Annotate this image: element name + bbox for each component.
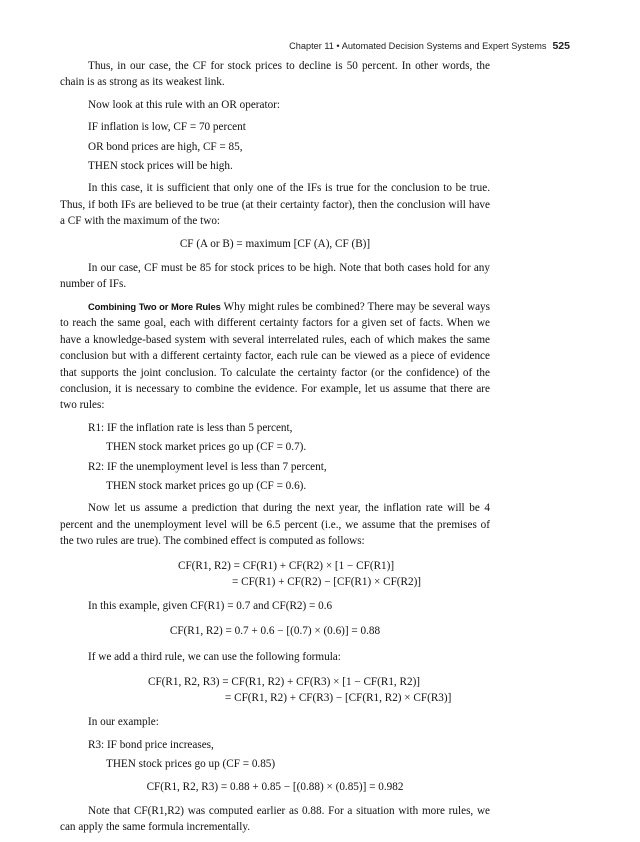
paragraph: In this case, it is sufficient that only one of the IFs is true for the conclusion to be true. Thus, if both IFs are believed to be true (at their certainty factor), then the conclusion will have a CF with the maximum of the two:: [60, 182, 490, 228]
or-rule-line: THEN stock prices will be high.: [88, 160, 233, 173]
equation-combined-two: [60, 558, 490, 591]
equation-line: CF(R1, R2, R3) = CF(R1, R2) + CF(R3) × [1 − CF(R1, R2)]: [148, 675, 421, 688]
section-paragraph: [60, 299, 490, 414]
section-text: Why might rules be combined? There may be several ways to reach the same goal, each with different certainty factors for a given set of facts. When we have a knowledge-based system with several interrelated rules, each of which makes the same conclusion but with a different certainty factor, each rule can be viewed as a piece of evidence that supports the joint conclusion. To calculate the certainty factor (or the confidence) of the conclusion, it is necessary to combine the evidence. For example, let us assume that there are two rules:: [60, 300, 490, 412]
rule-r1-if: R1: IF the inflation rate is less than 5 percent,: [88, 421, 293, 434]
running-head-text: Chapter 11 • Automated Decision Systems and Expert Systems: [289, 41, 547, 51]
page-body: [60, 58, 490, 842]
running-header: [60, 38, 570, 54]
equation-line: = CF(R1, R2) + CF(R3) − [CF(R1, R2) × CF(R3)]: [225, 692, 452, 704]
or-rule-line: IF inflation is low, CF = 70 percent: [88, 121, 246, 134]
or-rule-line: OR bond prices are high, CF = 85,: [88, 140, 243, 153]
paragraph: Note that CF(R1,R2) was computed earlier as 0.88. For a situation with more rules, we can apply the same formula incrementally.: [60, 805, 490, 834]
equation-example-three: CF(R1, R2, R3) = 0.88 + 0.85 − [(0.88) × (0.85)] = 0.982: [146, 780, 404, 793]
rule-r1-then: THEN stock market prices go up (CF = 0.7).: [106, 441, 307, 454]
equation-max: CF (A or B) = maximum [CF (A), CF (B)]: [179, 237, 371, 250]
rule-r3-then: THEN stock prices go up (CF = 0.85): [106, 758, 276, 771]
section-heading: Combining Two or More Rules: [88, 300, 221, 312]
page-number: 525: [552, 40, 570, 52]
equation-combined-three: [60, 674, 490, 707]
equation-line: CF(R1, R2) = CF(R1) + CF(R2) × [1 − CF(R1)]: [178, 559, 395, 572]
rule-r2-then: THEN stock market prices go up (CF = 0.6).: [106, 479, 307, 492]
paragraph: Thus, in our case, the CF for stock prices to decline is 50 percent. In other words, the chain is as strong as its weakest link.: [60, 60, 490, 89]
equation-line: = CF(R1) + CF(R2) − [CF(R1) × CF(R2)]: [232, 575, 422, 588]
paragraph: Now let us assume a prediction that during the next year, the inflation rate will be 4 percent and the unemployment level will be 6.5 percent (i.e., we assume that the premises of the two rules are true). The combined effect is computed as follows:: [60, 502, 490, 548]
paragraph: If we add a third rule, we can use the following formula:: [88, 651, 341, 664]
rule-r2-if: R2: IF the unemployment level is less than 7 percent,: [88, 460, 327, 473]
equation-example: CF(R1, R2) = 0.7 + 0.6 − [(0.7) × (0.6)] = 0.88: [169, 624, 381, 637]
paragraph: In our case, CF must be 85 for stock prices to be high. Note that both cases hold for any number of IFs.: [60, 262, 490, 291]
paragraph: In this example, given CF(R1) = 0.7 and CF(R2) = 0.6: [88, 600, 333, 613]
paragraph: In our example:: [88, 716, 159, 729]
rule-r3-if: R3: IF bond price increases,: [88, 738, 214, 751]
paragraph: Now look at this rule with an OR operator:: [88, 98, 281, 111]
